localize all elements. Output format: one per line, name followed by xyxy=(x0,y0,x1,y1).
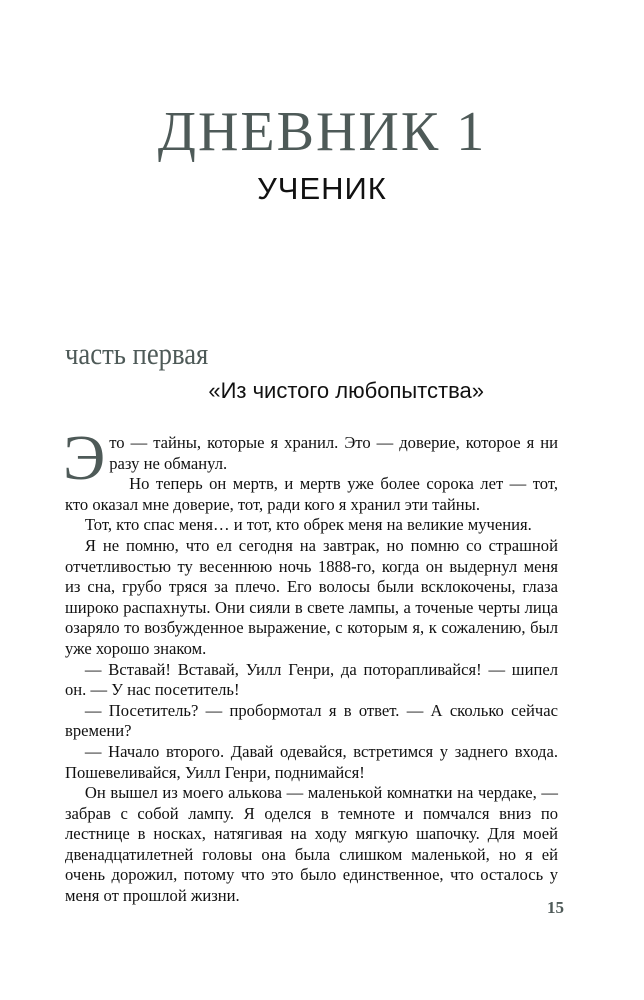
paragraph: Он вышел из моего алькова — маленькой комнатки на чердаке, — забрав с собой лампу. Я оделся в темноте и помчался вниз по лестнице в носках, натягивая на ходу мягкую шапочку. Для моей двенадцатилетней головы она была слишком маленькой, но я ей очень дорожил, потому что это было единственное, что осталось у меня от прошлой жизни. xyxy=(65,783,558,906)
paragraph: — Посетитель? — пробормотал я в ответ. — А сколько сейчас времени? xyxy=(65,700,558,741)
paragraph-text: то — тайны, которые я хранил. Это — доверие, которое я ни разу не обманул. xyxy=(109,433,558,473)
story-text xyxy=(63,422,558,907)
paragraph: Тот, кто спас меня… и тот, кто обрек меня на великие мучения. xyxy=(84,515,532,535)
paragraph: — Начало второго. Давай одевайся, встретимся у заднего входа. Пошевеливайся, Уилл Генри, поднимайся! xyxy=(65,741,558,782)
paragraph: Но теперь он мертв, и мертв уже более сорока лет — тот, кто оказал мне доверие, тот, ради кого я хранил эти тайны. xyxy=(65,474,558,514)
part-title: «Из чистого любопытства» xyxy=(208,378,484,403)
page-number: 15 xyxy=(547,898,564,917)
paragraph xyxy=(63,422,558,493)
diary-subtitle: УЧЕНИК xyxy=(257,171,387,206)
diary-title: ДНЕВНИК 1 xyxy=(157,101,487,163)
paragraph: — Вставай! Вставай, Уилл Генри, да поторапливайся! — шипел он. — У нас посетитель! xyxy=(65,659,558,700)
part-label: часть первая xyxy=(65,336,209,371)
paragraph: Я не помню, что ел сегодня на завтрак, но помню со страшной отчетливостью ту весеннюю ночь 1888-го, когда он выдернул меня из сна, грубо тряся за плечо. Его волосы были всклокочены, глаза широко распахнуты. Они сияли в свете лампы, а точеные черты лица озаряло то возбужденное выражение, с которым я, к сожалению, был уже хорошо знаком. xyxy=(65,535,558,658)
drop-cap: Э xyxy=(63,422,106,493)
